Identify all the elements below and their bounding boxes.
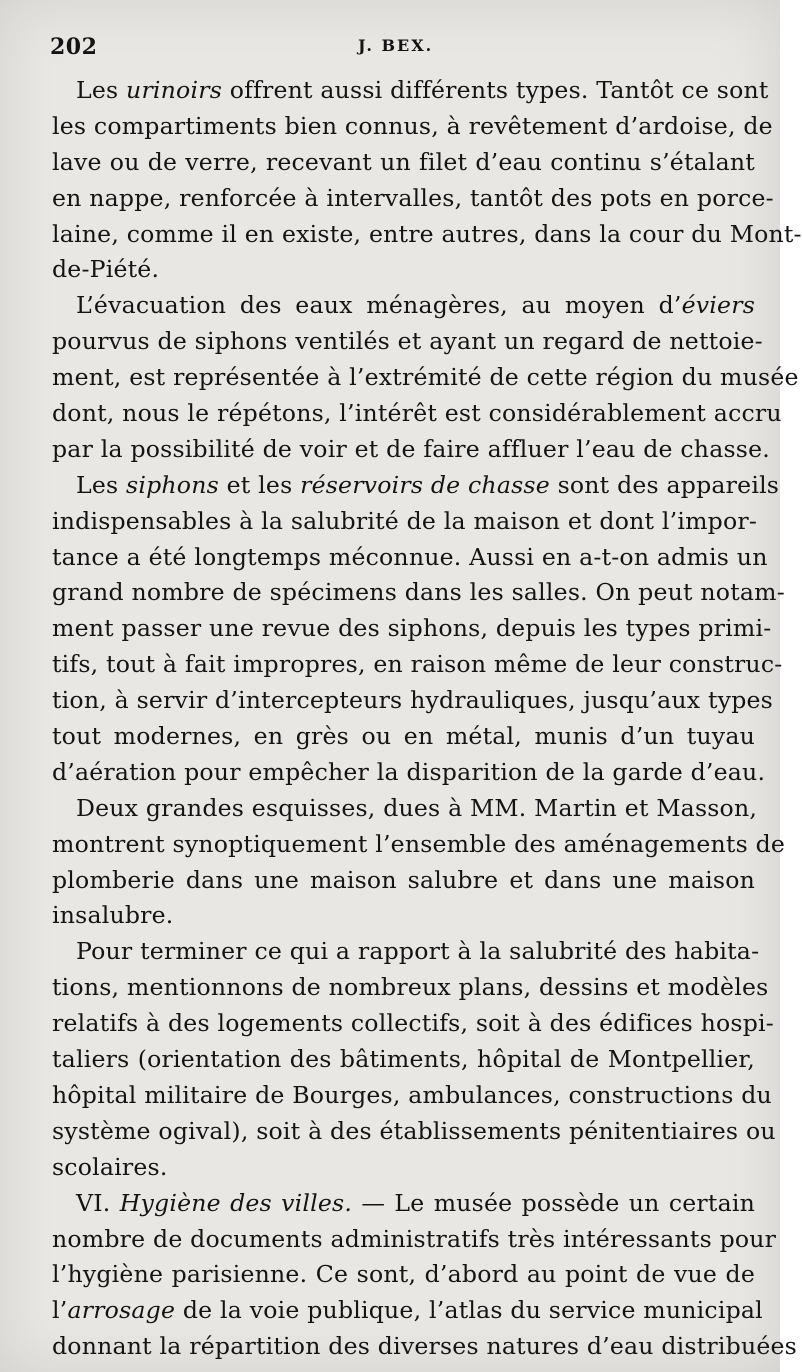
text-line	[52, 360, 799, 396]
text-run: en nappe, renforcée à intervalles, tantôt des pots en porce-	[52, 183, 774, 212]
italic-term: urinoirs	[126, 76, 222, 104]
text-line	[52, 145, 755, 181]
text-line	[52, 934, 760, 970]
text-line	[52, 73, 769, 109]
paragraph	[52, 1186, 797, 1365]
text-run: scolaires.	[52, 1152, 168, 1181]
text-run: L’évacuation des eaux ménagères, au moyen d’	[76, 291, 682, 320]
page-header	[50, 34, 750, 64]
text-run: VI.	[76, 1188, 120, 1217]
running-head: J. BEX.	[358, 36, 434, 55]
paragraph	[52, 73, 802, 288]
paragraph	[52, 468, 785, 791]
text-line	[52, 540, 768, 576]
italic-term: réservoirs de chasse	[300, 470, 550, 499]
text-run: tion, à servir d’intercepteurs hydrauliques, jusqu’aux types	[52, 686, 773, 715]
text-line	[52, 1257, 755, 1293]
text-line	[52, 719, 755, 755]
text-line	[52, 468, 780, 504]
text-line	[52, 1042, 755, 1078]
text-line	[52, 109, 773, 145]
text-run: plomberie dans une maison salubre et dans une maison	[52, 865, 755, 894]
text-line	[52, 181, 774, 217]
italic-term: éviers	[681, 291, 755, 320]
text-run: de la voie publique, l’atlas du service municipal	[175, 1296, 763, 1325]
text-line	[52, 252, 755, 288]
text-line	[52, 1186, 755, 1222]
text-line	[52, 575, 785, 611]
text-run: système ogival), soit à des établissements pénitentiaires ou	[52, 1116, 776, 1145]
text-line	[52, 863, 755, 899]
text-run: ment, est représentée à l’extrémité de cette région du musée	[52, 363, 799, 392]
text-line	[52, 647, 783, 683]
text-line	[52, 827, 786, 863]
text-run: offrent aussi différents types. Tantôt ce sont	[222, 76, 769, 104]
text-run: d’aération pour empêcher la disparition de la garde d’eau.	[52, 757, 766, 786]
text-line	[52, 217, 802, 253]
text-line	[52, 970, 769, 1006]
text-run: taliers (orientation des bâtiments, hôpital de Montpellier,	[52, 1045, 755, 1074]
body-text	[52, 73, 802, 1365]
text-run: laine, comme il en existe, entre autres, dans la cour du Mont-	[52, 219, 802, 248]
text-run: hôpital militaire de Bourges, ambulances, constructions du	[52, 1080, 772, 1109]
text-line	[52, 791, 758, 827]
text-line	[52, 1114, 776, 1150]
italic-term: siphons	[126, 470, 219, 499]
text-run: tance a été longtemps méconnue. Aussi en a-t-on admis un	[52, 542, 768, 571]
text-line	[52, 1329, 797, 1365]
text-run: les compartiments bien connus, à revêtement d’ardoise, de	[52, 111, 773, 140]
text-line	[52, 1150, 755, 1186]
text-run: par la possibilité de voir et de faire affluer l’eau de chasse.	[52, 434, 770, 463]
text-run: sont des appareils	[549, 470, 780, 499]
text-line	[52, 504, 758, 540]
text-run: montrent synoptiquement l’ensemble des aménagements de	[52, 829, 786, 858]
text-run: Les	[76, 470, 127, 499]
text-run: dont, nous le répétons, l’intérêt est considérablement accru	[52, 399, 782, 428]
text-line	[52, 1078, 772, 1114]
text-run: et les	[218, 470, 301, 499]
italic-term: arrosage	[67, 1296, 176, 1325]
text-run: pourvus de siphons ventilés et ayant un regard de nettoie-	[52, 327, 763, 356]
text-run: relatifs à des logements collectifs, soit à des édifices hospi-	[52, 1009, 774, 1038]
text-line	[52, 611, 772, 647]
paragraph	[52, 288, 799, 467]
text-run: l’hygiène parisienne. Ce sont, d’abord au point de vue de	[52, 1260, 755, 1289]
paragraph	[52, 791, 786, 935]
page-number: 202	[50, 34, 98, 60]
text-line	[52, 1006, 774, 1042]
text-run: nombre de documents administratifs très intéressants pour	[52, 1224, 777, 1253]
text-run: donnant la répartition des diverses natures d’eau distribuées	[52, 1332, 797, 1361]
italic-term: Hygiène des villes.	[119, 1188, 353, 1217]
paragraph	[52, 934, 776, 1185]
text-line	[52, 288, 755, 324]
text-run: Deux grandes esquisses, dues à MM. Martin et Masson,	[76, 793, 758, 822]
text-run: Les	[76, 76, 127, 104]
text-line	[52, 755, 766, 791]
text-run: de-Piété.	[52, 255, 160, 284]
text-run: lave ou de verre, recevant un filet d’eau continu s’étalant	[52, 147, 755, 176]
text-run: — Le musée possède un certain	[352, 1188, 755, 1217]
text-run: grand nombre de spécimens dans les salles. On peut notam-	[52, 578, 785, 607]
text-run: tifs, tout à fait impropres, en raison même de leur construc-	[52, 650, 783, 679]
text-line	[52, 1293, 763, 1329]
text-run: l’	[52, 1296, 68, 1325]
text-run: tions, mentionnons de nombreux plans, dessins et modèles	[52, 973, 769, 1002]
text-run: tout modernes, en grès ou en métal, munis d’un tuyau	[52, 722, 755, 751]
text-line	[52, 324, 763, 360]
text-run: Pour terminer ce qui a rapport à la salubrité des habita-	[76, 937, 760, 966]
text-line	[52, 1222, 777, 1258]
text-run: indispensables à la salubrité de la maison et dont l’impor-	[52, 506, 758, 535]
text-line	[52, 683, 773, 719]
text-run: ment passer une revue des siphons, depuis les types primi-	[52, 614, 772, 643]
text-line	[52, 898, 755, 934]
text-line	[52, 396, 782, 432]
text-line	[52, 432, 770, 468]
text-run: insalubre.	[52, 901, 174, 930]
